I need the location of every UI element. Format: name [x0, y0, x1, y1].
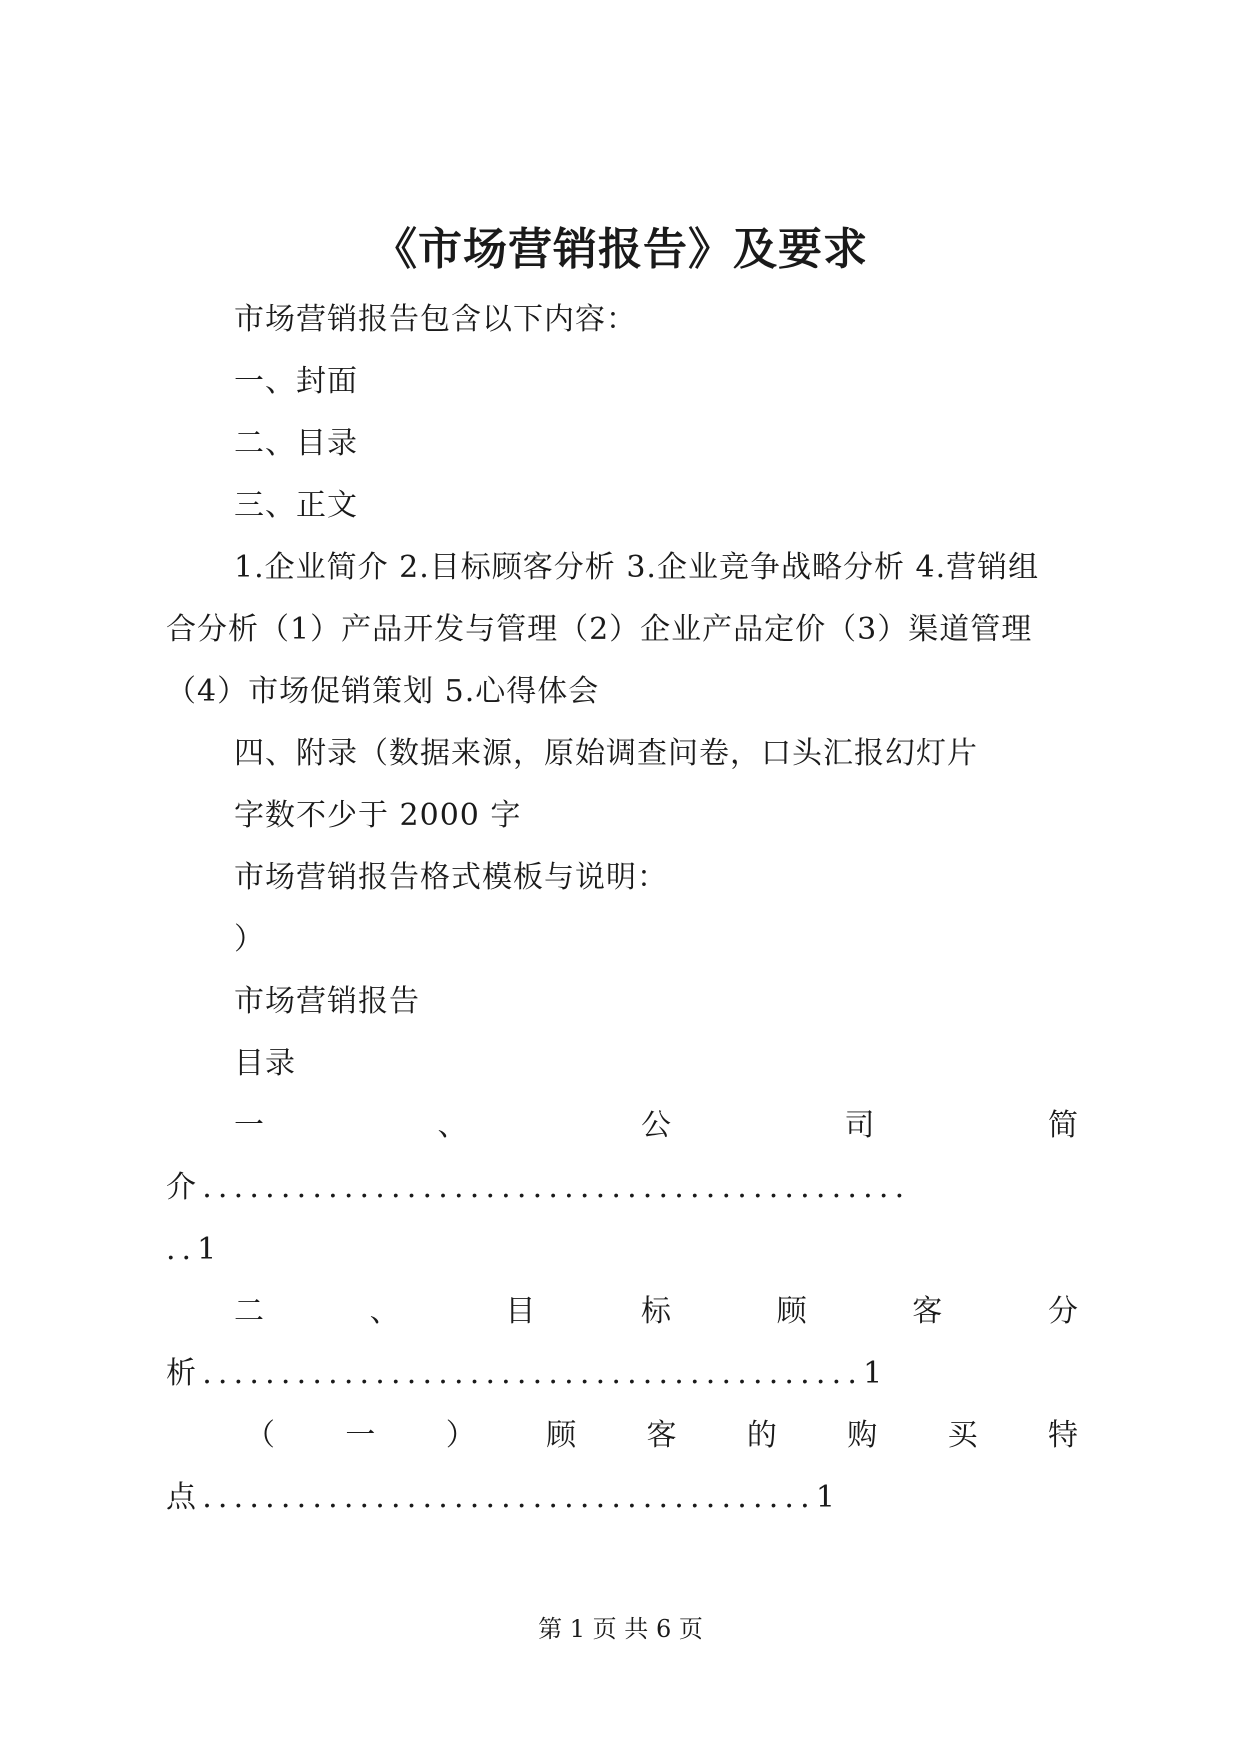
- section-cover: 一、封面: [234, 364, 358, 399]
- toc-char: 分: [1047, 1294, 1078, 1329]
- toc-char: 、: [437, 1108, 468, 1143]
- body-content-line-2: 合分析（1）产品开发与管理（2）企业产品定价（3）渠道管理: [166, 612, 1033, 647]
- toc-entry-3-dots: 点.......................................1: [166, 1480, 842, 1515]
- toc-char: 简: [1048, 1108, 1078, 1143]
- toc-entry-2-dots: 析..........................................1: [166, 1356, 889, 1391]
- toc-char: 一: [234, 1108, 264, 1143]
- toc-char: 购: [847, 1418, 878, 1453]
- toc-entry-1-page: ..1: [166, 1232, 223, 1267]
- toc-heading: 目录: [234, 1046, 296, 1081]
- toc-entry-1-spread: [234, 1106, 1078, 1146]
- toc-char: （: [245, 1418, 275, 1453]
- section-toc: 二、目录: [234, 426, 358, 461]
- toc-char: 二: [234, 1294, 264, 1329]
- toc-char: 客: [646, 1418, 677, 1453]
- toc-char: 顾: [776, 1294, 807, 1329]
- toc-char: 目: [505, 1294, 536, 1329]
- toc-char: 买: [947, 1418, 978, 1453]
- template-heading: 市场营销报告格式模板与说明：: [234, 860, 668, 895]
- toc-char: ）: [445, 1418, 476, 1453]
- toc-entry-2-spread: [234, 1292, 1078, 1332]
- toc-char: 司: [844, 1108, 875, 1143]
- toc-char: 标: [640, 1294, 671, 1329]
- paren-close-text: ）: [234, 922, 265, 957]
- body-content-line-1: 1.企业简介 2.目标顾客分析 3.企业竞争战略分析 4.营销组: [234, 550, 1040, 585]
- toc-char: 客: [912, 1294, 943, 1329]
- appendix-text: 四、附录（数据来源，原始调查问卷，口头汇报幻灯片: [234, 736, 978, 771]
- page-footer: 第 1 页 共 6 页: [538, 1615, 703, 1643]
- body-content-line-3: （4）市场促销策划 5.心得体会: [166, 674, 600, 709]
- word-count-text: 字数不少于 2000 字: [234, 798, 522, 833]
- toc-char: 特: [1048, 1418, 1078, 1453]
- report-title-text: 市场营销报告: [234, 984, 420, 1019]
- toc-char: 公: [641, 1108, 671, 1143]
- toc-char: 顾: [546, 1418, 577, 1453]
- document-title: 《市场营销报告》及要求: [373, 224, 868, 275]
- toc-char: 一: [345, 1418, 376, 1453]
- intro-text: 市场营销报告包含以下内容：: [234, 302, 637, 337]
- toc-char: 、: [369, 1294, 400, 1329]
- toc-entry-1-dots: 介.............................................: [166, 1170, 911, 1205]
- toc-char: 的: [746, 1418, 777, 1453]
- section-body: 三、正文: [234, 488, 358, 523]
- toc-entry-3-spread: [245, 1416, 1078, 1456]
